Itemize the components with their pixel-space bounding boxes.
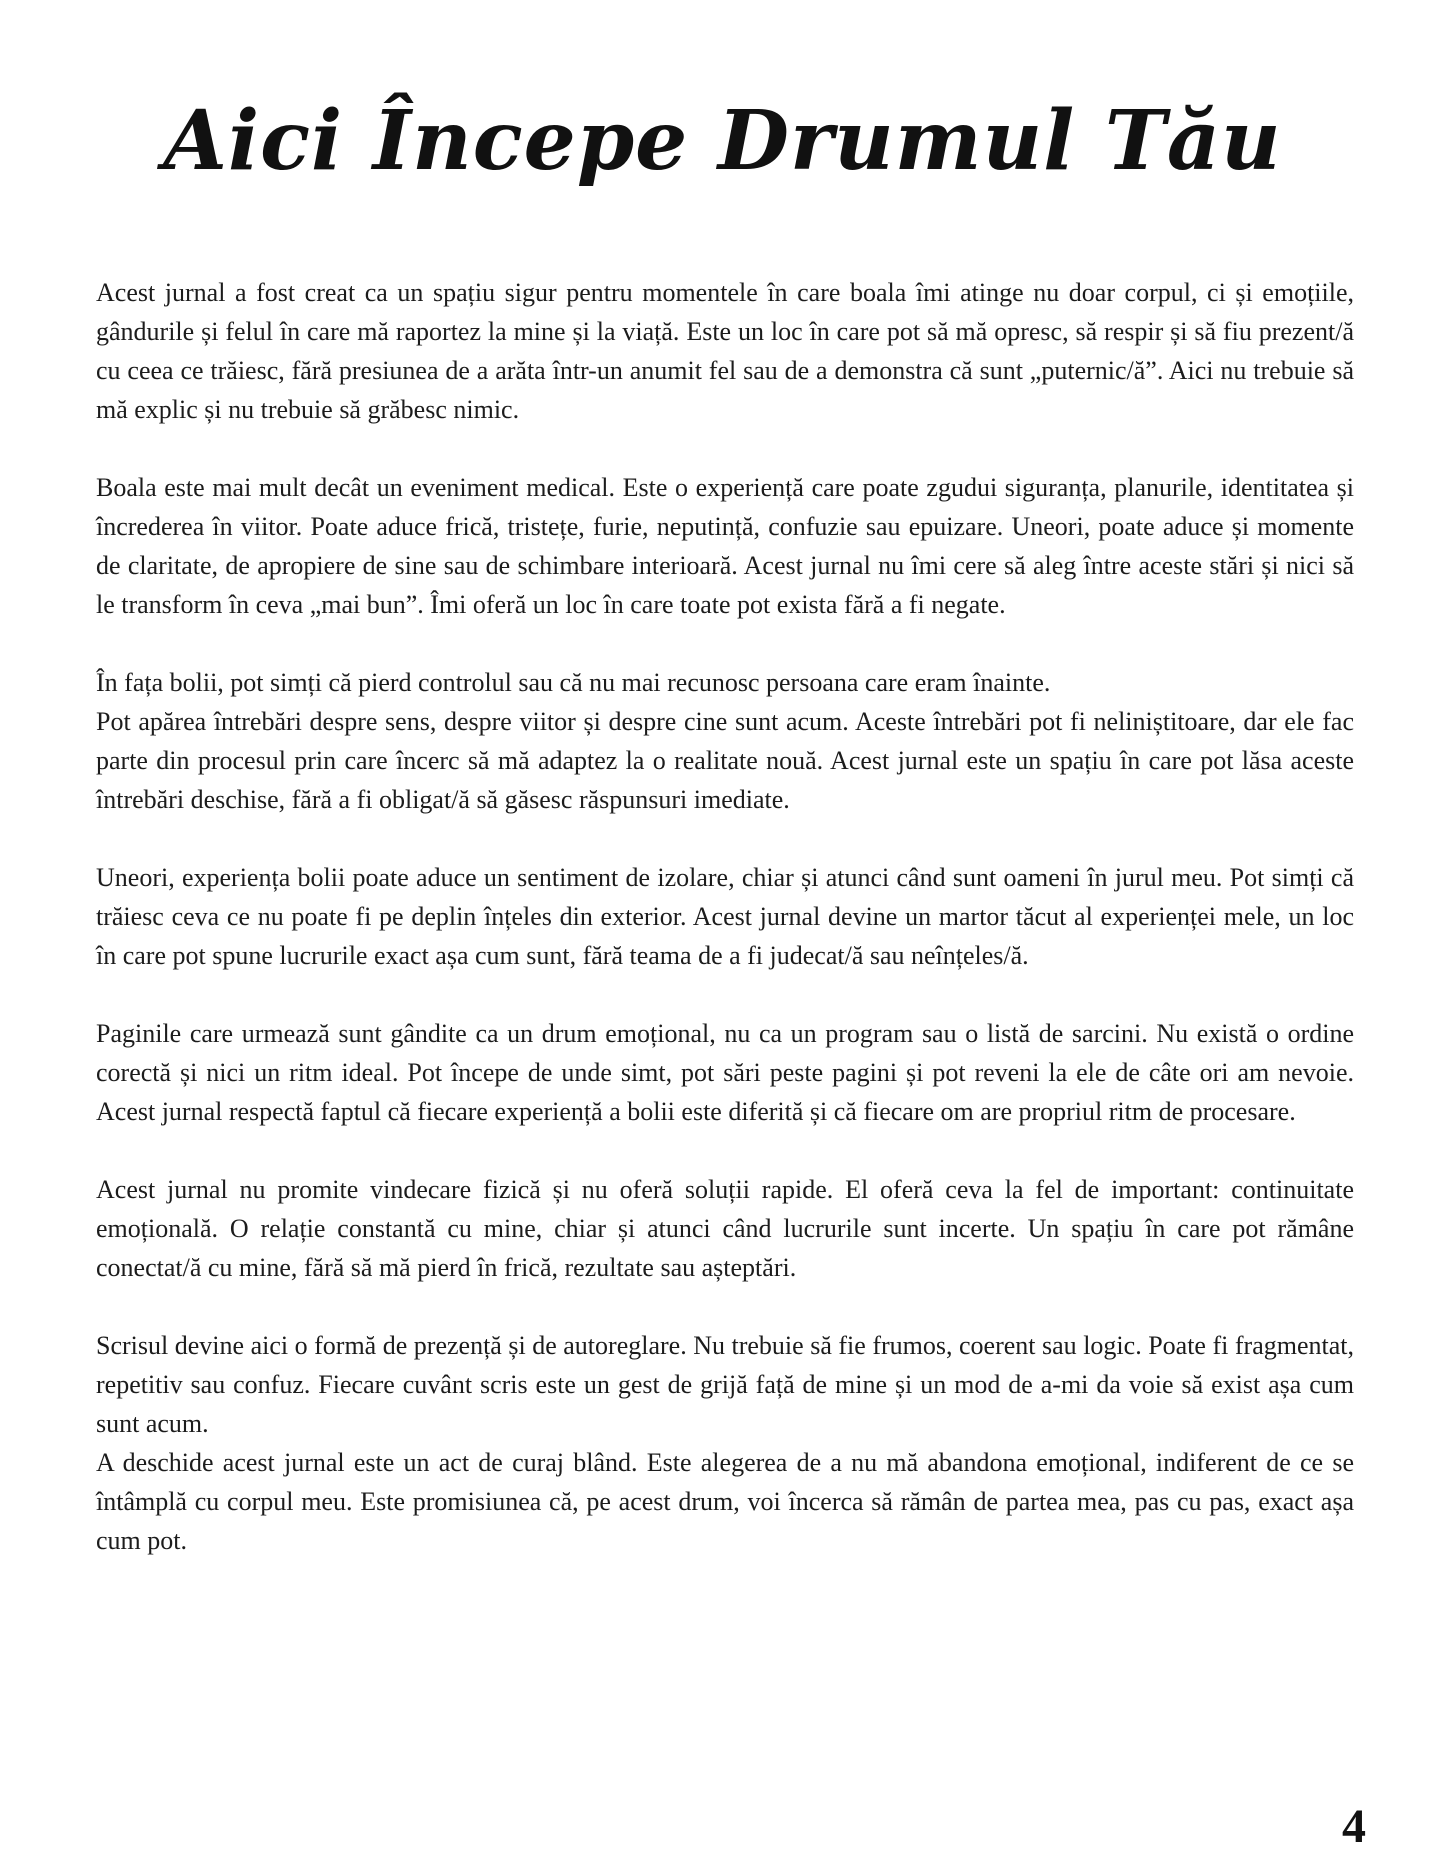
paragraph [96, 273, 1354, 429]
paragraph-text: A deschide acest jurnal este un act de curaj blând. Este alegerea de a nu mă abandona emoțional, indiferent de ce se întâmplă cu corpul meu. Este promisiunea că, pe acest drum, voi încerca să rămân de partea mea, pas cu pas, exact așa cum pot. [96, 1448, 1354, 1555]
page-title: Aici Începe Drumul Tău [163, 93, 1282, 189]
paragraph [96, 663, 1354, 819]
paragraph-text: Scrisul devine aici o formă de prezență și de autoreglare. Nu trebuie să fie frumos, coerent sau logic. Poate fi fragmentat, repetitiv sau confuz. Fiecare cuvânt scris este un gest de grijă față de mine și un mod de a-mi da voie să exist așa cum sunt acum. [96, 1331, 1354, 1438]
paragraph [96, 1326, 1354, 1560]
paragraph-text: Uneori, experiența bolii poate aduce un sentiment de izolare, chiar și atunci când sunt oameni în jurul meu. Pot simți că trăiesc ceva ce nu poate fi pe deplin înțeles din exterior. Acest jurnal devine un martor tăcut al experienței mele, un loc în care pot spune lucrurile exact așa cum sunt, fără teama de a fi judecat/ă sau neînțeles/ă. [96, 863, 1354, 970]
paragraph-text: Acest jurnal nu promite vindecare fizică și nu oferă soluții rapide. El oferă ceva la fel de important: continuitate emoțională. O relație constantă cu mine, chiar și atunci când lucrurile sunt incerte. Un spațiu în care pot rămâne conectat/ă cu mine, fără să mă pierd în frică, rezultate sau așteptări. [96, 1175, 1354, 1282]
paragraph [96, 1170, 1354, 1287]
paragraph-text: Paginile care urmează sunt gândite ca un drum emoțional, nu ca un program sau o listă de sarcini. Nu există o ordine corectă și nici un ritm ideal. Pot începe de unde simt, pot sări peste pagini și pot reveni la ele de câte ori am nevoie. Acest jurnal respectă faptul că fiecare experiență a bolii este diferită și că fiecare om are propriul ritm de procesare. [96, 1019, 1354, 1126]
paragraph-text: În fața bolii, pot simți că pierd controlul sau că nu mai recunosc persoana care eram înainte. [96, 668, 1051, 697]
page-number: 4 [1342, 1800, 1366, 1853]
paragraph-text: Acest jurnal a fost creat ca un spațiu sigur pentru momentele în care boala îmi atinge nu doar corpul, ci și emoțiile, gândurile și felul în care mă raportez la mine și la viață. Este un loc în care pot să mă opresc, să respir și să fiu prezent/ă cu ceea ce trăiesc, fără presiunea de a arăta într-un anumit fel sau de a demonstra că sunt „puternic/ă”. Aici nu trebuie să mă explic și nu trebuie să grăbesc nimic. [96, 278, 1354, 424]
paragraph-text: Boala este mai mult decât un eveniment medical. Este o experiență care poate zgudui siguranța, planurile, identitatea și încrederea în viitor. Poate aduce frică, tristețe, furie, neputință, confuzie sau epuizare. Uneori, poate aduce și momente de claritate, de apropiere de sine sau de schimbare interioară. Acest jurnal nu îmi cere să aleg între aceste stări și nici să le transform în ceva „mai bun”. Îmi oferă un loc în care toate pot exista fără a fi negate. [96, 473, 1354, 619]
body-text [96, 273, 1354, 1599]
paragraph-text: Pot apărea întrebări despre sens, despre viitor și despre cine sunt acum. Aceste întrebări pot fi neliniștitoare, dar ele fac parte din procesul prin care încerc să mă adaptez la o realitate nouă. Acest jurnal este un spațiu în care pot lăsa aceste întrebări deschise, fără a fi obligat/ă să găsesc răspunsuri imediate. [96, 707, 1354, 814]
paragraph [96, 468, 1354, 624]
paragraph [96, 858, 1354, 975]
paragraph [96, 1014, 1354, 1131]
